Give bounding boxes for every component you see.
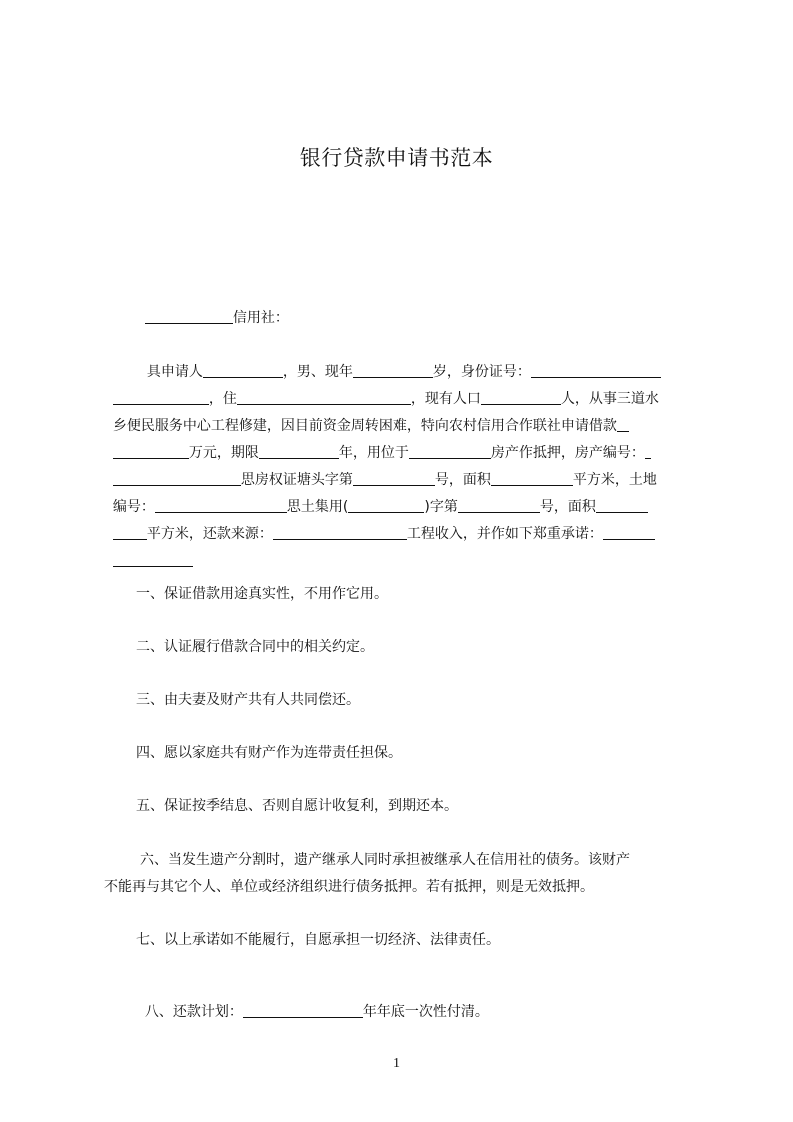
intro-id-label: 岁，身份证号： <box>432 364 531 380</box>
commitment-item-1: 一、保证借款用途真实性，不用作它用。 <box>136 586 388 602</box>
commitment-item-4: 四、愿以家庭共有财产作为连带责任担保。 <box>136 745 402 761</box>
intro-commitment-label: 工程收入，并作如下郑重承诺： <box>406 526 603 542</box>
intro-area-label: 号，面积 <box>434 472 491 488</box>
repayment-plan-label: 八、还款计划： <box>144 1004 243 1020</box>
page-number: 1 <box>393 1056 400 1071</box>
addressee-suffix: 信用社： <box>232 310 289 326</box>
blank-repayment-source[interactable] <box>273 525 407 540</box>
intro-property-no-label: 房产作抵押，房产编号： <box>490 445 645 461</box>
document-title: 银行贷款申请书范本 <box>299 146 494 170</box>
blank-credit-union[interactable] <box>145 309 233 324</box>
commitment-item-7: 七、以上承诺如不能履行，自愿承担一切经济、法律责任。 <box>136 932 500 948</box>
commitment-item-6-line-1: 六、当发生遗产分割时，遗产继承人同时承担被继承人在信用社的债务。该财产 <box>140 852 630 868</box>
intro-applicant-label: 具申请人 <box>146 364 203 380</box>
intro-cert-label: 思房权证塘头字第 <box>240 472 353 488</box>
commitment-item-5: 五、保证按季结息、否则自愿计收复利，到期还本。 <box>136 798 458 814</box>
intro-land-area-label: 号，面积 <box>539 499 596 515</box>
intro-loan-purpose: 乡便民服务中心工程修建，因目前资金周转困难，特向农村信用合作联社申请借款 <box>112 418 617 434</box>
intro-household-label: ，现有人口 <box>410 391 481 407</box>
commitment-item-2: 二、认证履行借款合同中的相关约定。 <box>136 639 374 655</box>
commitment-item-3: 三、由夫妻及财产共有人共同偿还。 <box>136 692 360 708</box>
blank-commitment-cont[interactable] <box>113 552 193 567</box>
intro-address-label: ，住 <box>208 391 237 407</box>
blank-commitment[interactable] <box>603 525 655 540</box>
intro-land-cert-label: 思土集用( <box>286 499 349 515</box>
repayment-plan-suffix: 年年底一次性付清。 <box>362 1004 489 1020</box>
intro-land-cert-no-label: )字第 <box>424 499 458 515</box>
intro-age-label: ，男、现年 <box>282 364 353 380</box>
intro-land-no-label: 编号： <box>112 499 155 515</box>
addressee-line <box>136 291 289 327</box>
intro-land-label: 平方米，土地 <box>572 472 657 488</box>
intro-term-label: 万元，期限 <box>188 445 259 461</box>
intro-work-label: 人，从事三道水 <box>560 391 659 407</box>
blank-repayment-year[interactable] <box>243 1003 363 1018</box>
commitment-item-8 <box>136 985 489 1021</box>
commitment-item-6-line-2: 不能再与其它个人、单位或经济组织进行债务抵押。若有抵押，则是无效抵押。 <box>104 879 594 895</box>
intro-line-8 <box>104 534 193 570</box>
intro-repayment-source-label: 平方米，还款来源： <box>146 526 273 542</box>
intro-location-label: 年，用位于 <box>338 445 409 461</box>
